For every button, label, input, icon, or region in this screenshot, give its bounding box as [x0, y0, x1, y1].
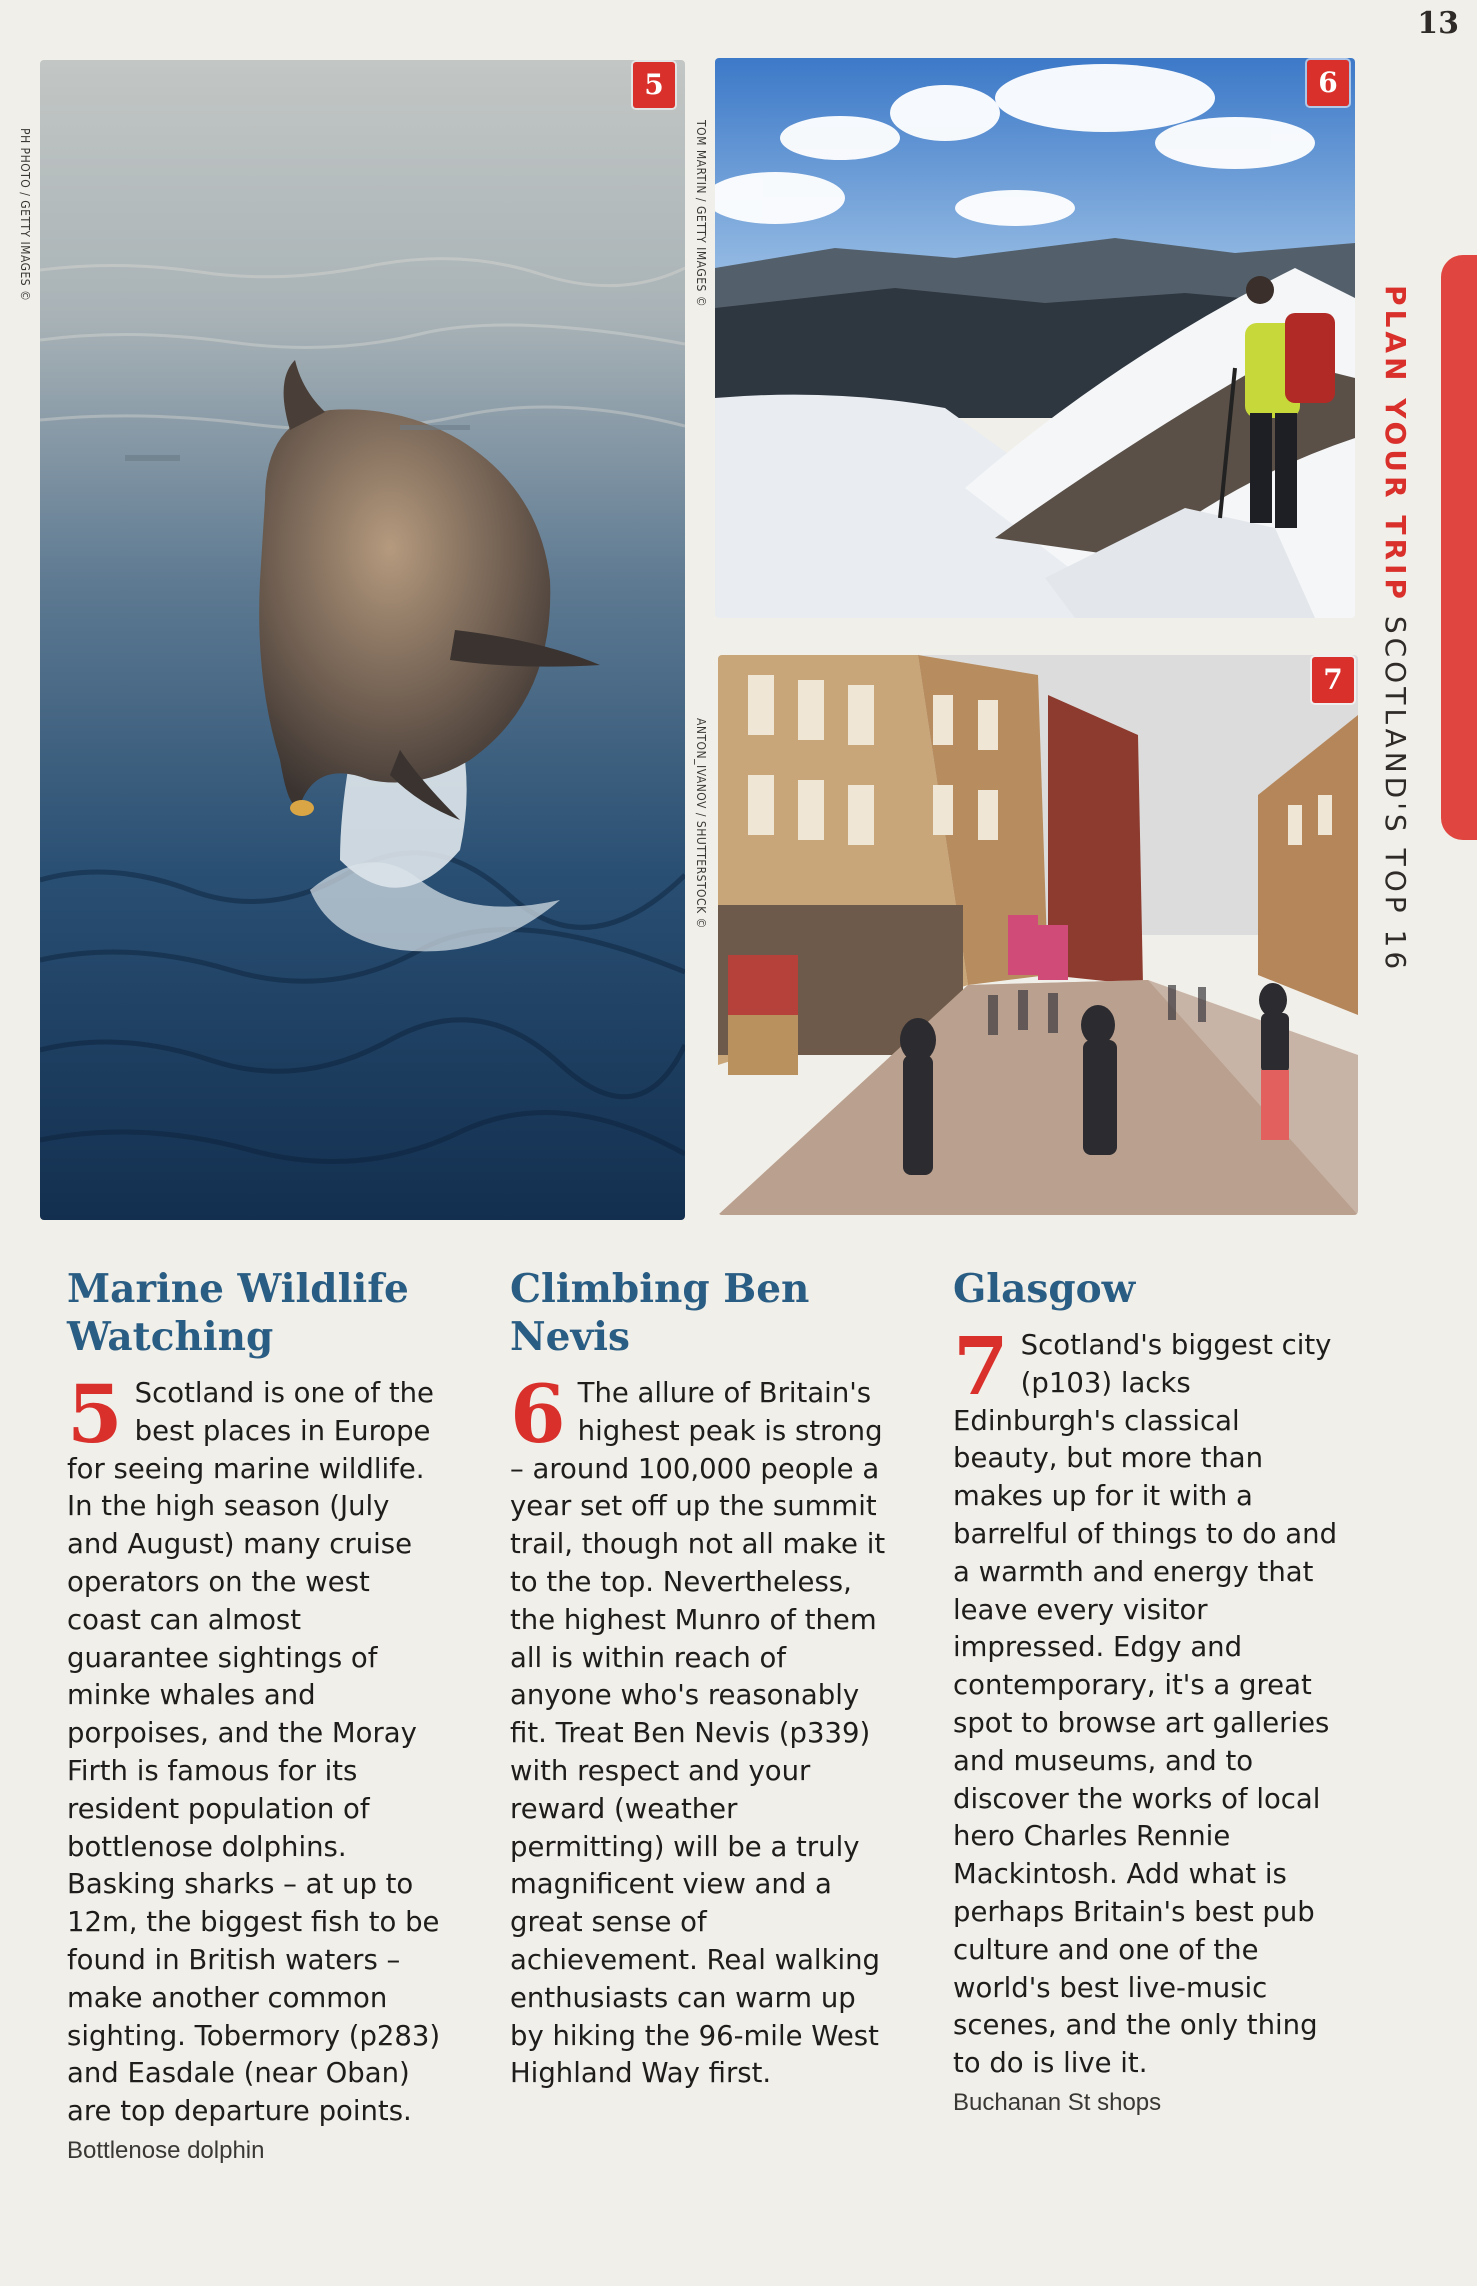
article-marine-wildlife [67, 1265, 447, 2165]
article-title: Glasgow [953, 1266, 1136, 1312]
article-text: Scotland is one of the best places in Europe for seeing marine wildlife. In the high season (July and August) many cruise operators on the west coast can almost guarantee sightings of minke whales and porpoises, and the Moray Firth is famous for its resident population of bottlenose dolphins. Basking sharks – at up to 12m, the biggest fish to be found in British waters – make another common sighting. Tobermory (p283) and Easdale (near Oban) are top departure points. [67, 1377, 441, 2128]
section-label-light: SCOTLAND'S TOP 16 [1379, 615, 1412, 974]
section-tab [1441, 255, 1477, 840]
photo-buchanan-street [718, 655, 1358, 1215]
page-number: 13 [1417, 6, 1459, 41]
section-label-strong: PLAN YOUR TRIP [1379, 285, 1412, 603]
section-label [1379, 285, 1412, 973]
article-number: 5 [67, 1367, 123, 1461]
article-body [510, 1367, 893, 2093]
article-ben-nevis [510, 1265, 893, 2093]
photo-caption: Bottlenose dolphin [67, 2136, 265, 2164]
article-body [67, 1367, 447, 2131]
article-number: 7 [953, 1319, 1009, 1413]
photo-credit: ANTON_IVANOV / SHUTTERSTOCK © [694, 718, 708, 929]
article-glasgow [953, 1265, 1343, 2117]
photo-caption: Buchanan St shops [953, 2088, 1162, 2116]
article-number: 6 [510, 1367, 566, 1461]
photo-number-badge: 6 [1307, 60, 1349, 106]
photo-number-badge: 7 [1312, 657, 1354, 703]
photo-credit: TOM MARTIN / GETTY IMAGES © [694, 120, 708, 308]
photo-number-badge: 5 [633, 62, 675, 108]
photo-dolphin [40, 60, 685, 1220]
article-text: Scotland's biggest city (p103) lacks Edinburgh's classical beauty, but more than makes up for it with a barrelful of things to do and a warmth and energy that leave every visitor impressed. Edgy and contemporary, it's a great spot to browse art galleries and museums, and to discover the works of local hero Charles Rennie Mackintosh. Add what is perhaps Britain's best pub culture and one of the world's best live-music scenes, and the only thing to do is live it. [953, 1329, 1338, 2080]
article-title: Climbing Ben Nevis [510, 1266, 810, 1360]
photo-credit: PH PHOTO / GETTY IMAGES © [18, 128, 32, 302]
article-body [953, 1319, 1343, 2083]
article-title: Marine Wildlife Watching [67, 1266, 409, 1360]
article-text: The allure of Britain's highest peak is strong – around 100,000 people a year set off up the summit trail, though not all make it to the top. Nevertheless, the highest Munro of them all is within reach of anyone who's reasonably fit. Treat Ben Nevis (p339) with respect and your reward (weather permitting) will be a truly magnificent view and a great sense of achievement. Real walking enthusiasts can warm up by hiking the 96-mile West Highland Way first. [510, 1377, 886, 2090]
photo-ben-nevis [715, 58, 1355, 618]
